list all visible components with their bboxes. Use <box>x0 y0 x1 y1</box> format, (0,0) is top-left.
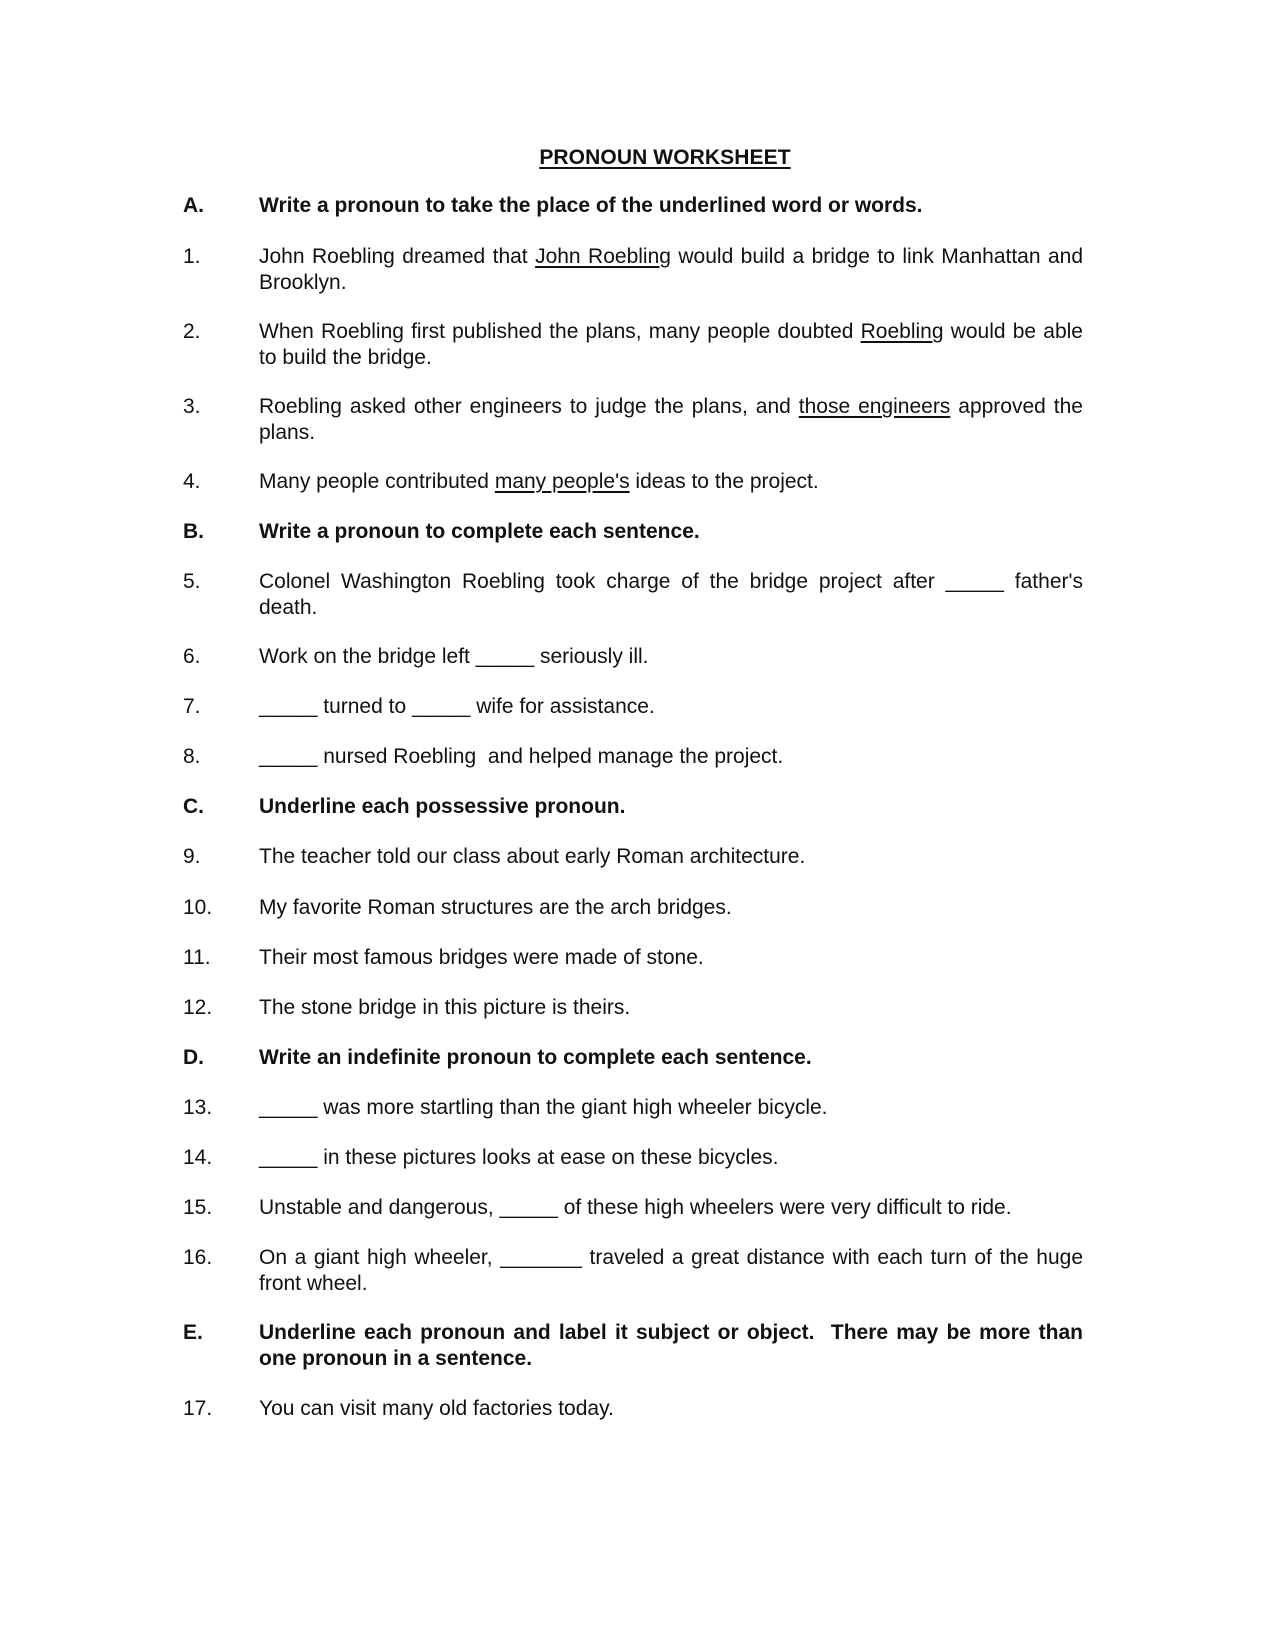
underlined-words: John Roebling <box>535 245 671 268</box>
question-text: _____ in these pictures looks at ease on these bicycles. <box>259 1146 779 1169</box>
section-instruction: Write an indefinite pronoun to complete each sentence. <box>259 1046 812 1069</box>
question-text <box>259 394 1083 446</box>
question-number: 10. <box>183 896 213 919</box>
question-text: _____ was more startling than the giant high wheeler bicycle. <box>259 1096 828 1119</box>
question-number: 11. <box>183 946 211 969</box>
section-label: A. <box>183 194 204 217</box>
question-number: 13. <box>183 1096 213 1119</box>
question-number: 7. <box>183 695 201 718</box>
question-text-post: would be able to build the bridge. <box>259 320 1083 369</box>
question-number: 8. <box>183 745 201 768</box>
underlined-words: those engineers <box>798 395 951 418</box>
question-number: 17. <box>183 1397 213 1420</box>
section-label: C. <box>183 795 204 818</box>
question-text-pre: Many people contributed <box>259 470 495 493</box>
question-number: 2. <box>183 320 201 343</box>
question-number: 6. <box>183 645 201 668</box>
underlined-words: Roebling <box>860 320 944 343</box>
question-number: 14. <box>183 1146 213 1169</box>
question-text-pre: When Roebling first published the plans, many people doubted <box>259 320 861 343</box>
section-label: D. <box>183 1046 204 1069</box>
question-text: My favorite Roman structures are the arch bridges. <box>259 896 732 919</box>
question-text: The stone bridge in this picture is theirs. <box>259 996 631 1019</box>
question-number: 9. <box>183 845 201 868</box>
section-instruction: Write a pronoun to complete each sentence. <box>259 520 700 543</box>
question-number: 12. <box>183 996 213 1019</box>
question-text <box>259 469 1083 495</box>
question-number: 1. <box>183 245 201 268</box>
question-text: Work on the bridge left _____ seriously ill. <box>259 645 649 668</box>
question-text: Colonel Washington Roebling took charge of the bridge project after _____ father's death. <box>259 570 1083 619</box>
question-number: 15. <box>183 1196 213 1219</box>
question-text: Their most famous bridges were made of stone. <box>259 946 704 969</box>
question-text: _____ nursed Roebling and helped manage the project. <box>259 745 784 768</box>
underlined-words: many people's <box>494 470 630 493</box>
question-number: 3. <box>183 395 201 418</box>
page-title: PRONOUN WORKSHEET <box>539 146 791 169</box>
section-instruction: Write a pronoun to take the place of the underlined word or words. <box>259 194 923 217</box>
question-number: 16. <box>183 1246 213 1269</box>
section-label: B. <box>183 520 204 543</box>
section-instruction: Underline each possessive pronoun. <box>259 795 626 818</box>
question-number: 5. <box>183 570 201 593</box>
question-text-post: ideas to the project. <box>629 470 819 493</box>
section-label: E. <box>183 1321 203 1344</box>
question-text: The teacher told our class about early Roman architecture. <box>259 845 806 868</box>
question-text: Unstable and dangerous, _____ of these high wheelers were very difficult to ride. <box>259 1196 1012 1219</box>
question-text <box>259 244 1083 296</box>
question-text <box>259 319 1083 371</box>
question-text-post: approved the plans. <box>259 395 1083 444</box>
question-text: You can visit many old factories today. <box>259 1397 614 1420</box>
question-text-pre: Roebling asked other engineers to judge the plans, and <box>259 395 799 418</box>
section-instruction: Underline each pronoun and label it subject or object. There may be more than one pronoun in a sentence. <box>259 1321 1089 1370</box>
question-text-pre: John Roebling dreamed that <box>259 245 536 268</box>
question-text: On a giant high wheeler, _______ traveled a great distance with each turn of the huge front wheel. <box>259 1246 1083 1295</box>
question-text: _____ turned to _____ wife for assistance. <box>259 695 655 718</box>
question-number: 4. <box>183 470 201 493</box>
question-text-post: would build a bridge to link Manhattan and Brooklyn. <box>259 245 1083 294</box>
